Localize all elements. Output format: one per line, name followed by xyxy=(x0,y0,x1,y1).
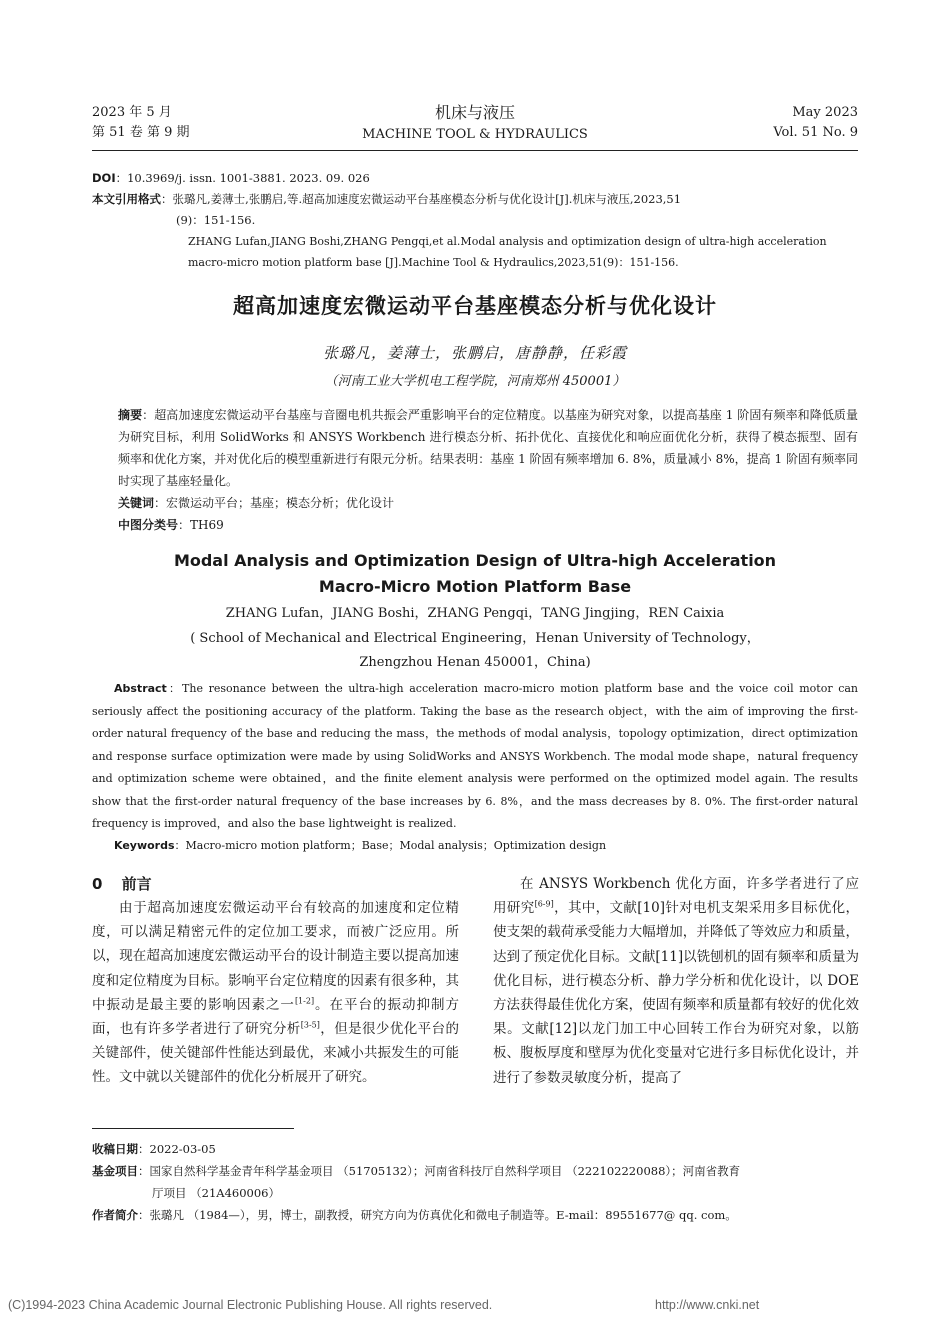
affiliation-cn: （河南工业大学机电工程学院，河南郑州 450001） xyxy=(324,374,626,389)
fund-line1: ：国家自然科学基金青年科学基金项目 （51705132）；河南省科技厅自然科学项目 （222102220088）；河南省教育 xyxy=(138,1164,741,1178)
abstract-en-text: ：The resonance between the ultra-high acceleration macro-micro motion platform base and the voice coil motor can seriously affect the positioning accuracy of the platform. Taking the base as the research object，with the aim of improving the first-order natural frequency of the base and reducing the mass，the methods of modal analysis，topology optimization，direct optimization and response surface optimization were made by using SolidWorks and ANSYS Workbench. The modal mode shape，natural frequency and optimization scheme were obtained，and the finite element analysis were performed on the optimized model again. The results show that the first-order natural frequency of the base increases by 6. 8%，and the mass decreases by 8. 0%. The first-order natural frequency is improved，and also the base lightweight is realized. xyxy=(92,682,858,830)
journal-name-cn: 机床与液压 xyxy=(434,103,515,122)
abstract-cn-text: ：超高加速度宏微运动平台基座与音圈电机共振会严重影响平台的定位精度。以基座为研究对象，以提高基座 1 阶固有频率和降低质量为研究目标，利用 SolidWorks 和 ANSYS Workbench 进行模态分析、拓扑优化、直接优化和响应面优化分析，获得了模态振型、固有频率和优化方案，并对优化后的模型重新进行有限元分析。结果表明：基座 1 阶固有频率增加 6. 8%，质量减小 8%，提高 1 阶固有频率同时实现了基座轻量化。 xyxy=(118,408,858,488)
author-bio-text: ：张璐凡 （1984—），男，博士，副教授，研究方向为仿真优化和微电子制造等。E-mail：89551677@ qq. com。 xyxy=(138,1208,737,1222)
keywords-cn xyxy=(118,492,858,514)
abstract-cn-label: 摘要 xyxy=(118,408,143,422)
section-heading xyxy=(92,873,152,894)
cite-cn-line1: ：张璐凡,姜薄士,张鹏启,等.超高加速度宏微运动平台基座模态分析与优化设计[J].机床与液压,2023,51 xyxy=(161,192,682,206)
cite-en-line1: ZHANG Lufan,JIANG Boshi,ZHANG Pengqi,et al.Modal analysis and optimization design of ultra-high acceleration xyxy=(188,235,827,248)
body-left-text-2: 。在平台的振动抑制方面，也有许多学者进行了研究分析 xyxy=(92,996,460,1038)
title-en xyxy=(92,548,858,600)
header-volume: 第 51 卷 第 9 期 xyxy=(92,125,190,140)
header-volume-en: Vol. 51 No. 9 xyxy=(773,125,858,140)
clc-cn xyxy=(118,514,858,536)
cite-label: 本文引用格式 xyxy=(92,192,161,206)
keywords-en xyxy=(92,835,858,858)
clc-label: 中图分类号 xyxy=(118,518,179,532)
cite-cn-line2: (9)：151-156. xyxy=(176,213,256,227)
authors-en: ZHANG Lufan，JIANG Boshi，ZHANG Pengqi，TANG Jingjing，REN Caixia xyxy=(225,606,725,621)
ref-1-2: [1-2] xyxy=(294,996,315,1006)
doi-label: DOI xyxy=(92,171,116,185)
fund-label: 基金项目 xyxy=(92,1164,138,1178)
keywords-cn-label: 关键词 xyxy=(118,496,155,510)
body-right-paragraph xyxy=(493,872,859,1090)
fund-line2: 厅项目 （21A460006） xyxy=(152,1186,280,1200)
keywords-en-label: Keywords xyxy=(114,839,175,852)
affiliation-en-line2: Zhengzhou Henan 450001，China) xyxy=(359,655,591,670)
header-date: 2023 年 5 月 xyxy=(92,105,172,120)
journal-name-en: MACHINE TOOL & HYDRAULICS xyxy=(362,127,588,142)
body-left-text-1: 由于超高加速度宏微运动平台有较高的加速度和定位精度，可以满足精密元件的定位加工要求，而被广泛应用。所以，现在超高加速度宏微运动平台的设计制造主要以提高加速度和定位精度为目标。影响平台定位精度的因素有很多种，其中振动是最主要的影响因素之一 xyxy=(92,900,459,1013)
ref-3-5: [3-5] xyxy=(300,1020,320,1030)
title-en-line2: Macro-Micro Motion Platform Base xyxy=(318,577,632,596)
header-right xyxy=(773,103,858,143)
affiliation-en-line1: ( School of Mechanical and Electrical Engineering，Henan University of Technology， xyxy=(190,631,760,646)
cite-en-line2: macro-micro motion platform base [J].Machine Tool & Hydraulics,2023,51(9)：151-156. xyxy=(188,256,679,269)
doi-value: ：10.3969/j. issn. 1001-3881. 2023. 09. 026 xyxy=(115,171,370,185)
header-left xyxy=(92,103,189,143)
keywords-en-text: ：Macro-micro motion platform；Base；Modal analysis；Optimization design xyxy=(174,839,607,852)
received-text: ：2022-03-05 xyxy=(138,1142,216,1156)
ref-6-9: [6-9] xyxy=(534,899,554,909)
authors-cn: 张璐凡，姜薄士，张鹏启，唐静静，任彩霞 xyxy=(322,344,627,362)
keywords-cn-text: ：宏微运动平台；基座；模态分析；优化设计 xyxy=(154,496,395,510)
header-center xyxy=(300,103,650,145)
section-title: 前言 xyxy=(121,875,152,893)
section-number: 0 xyxy=(92,875,103,893)
header-date-en: May 2023 xyxy=(792,105,858,120)
title-en-line1: Modal Analysis and Optimization Design of Ultra-high Acceleration xyxy=(173,551,777,570)
body-left-paragraph xyxy=(92,896,459,1090)
copyright-notice: (C)1994-2023 China Academic Journal Electronic Publishing House. All rights reserved. xyxy=(8,1298,493,1312)
received-label: 收稿日期 xyxy=(92,1142,138,1156)
clc-text: ：TH69 xyxy=(178,518,224,532)
abstract-cn xyxy=(118,404,858,492)
header-rule xyxy=(92,150,858,151)
footnote-rule xyxy=(92,1128,294,1129)
body-right-text-2: ，其中，文献[10]针对电机支架采用多目标优化，使支架的载荷承受能力大幅增加，并降低了等效应力和质量，达到了预定优化目标。文献[11]以铣刨机的固有频率和质量为优化目标，进行模态分析、静力学分析和优化设计，以 DOE 方法获得最佳优化方案，使固有频率和质量都有较好的优化效果。文献[12]以龙门加工中心回转工作台为研究对象，以筋板、腹板厚度和壁厚为优化变量对它进行多目标优化设计，并进行了参数灵敏度分析，提高了 xyxy=(493,900,860,1086)
abstract-en xyxy=(92,678,858,836)
body-right-text-1: 在 ANSYS Workbench 优化方面，许多学者进行了应用研究 xyxy=(493,876,859,917)
abstract-en-label: Abstract xyxy=(114,682,167,695)
author-bio-label: 作者简介 xyxy=(92,1208,138,1222)
citation-block xyxy=(92,168,872,273)
copyright-link[interactable]: http://www.cnki.net xyxy=(655,1298,760,1312)
page-title: 超高加速度宏微运动平台基座模态分析与优化设计 xyxy=(233,294,717,318)
footnotes xyxy=(92,1138,862,1226)
body-left-text-3: ，但是很少优化平台的关键部件，使关键部件性能达到最优，来减小共振发生的可能性。文中就以关键部件的优化分析展开了研究。 xyxy=(92,1021,460,1086)
